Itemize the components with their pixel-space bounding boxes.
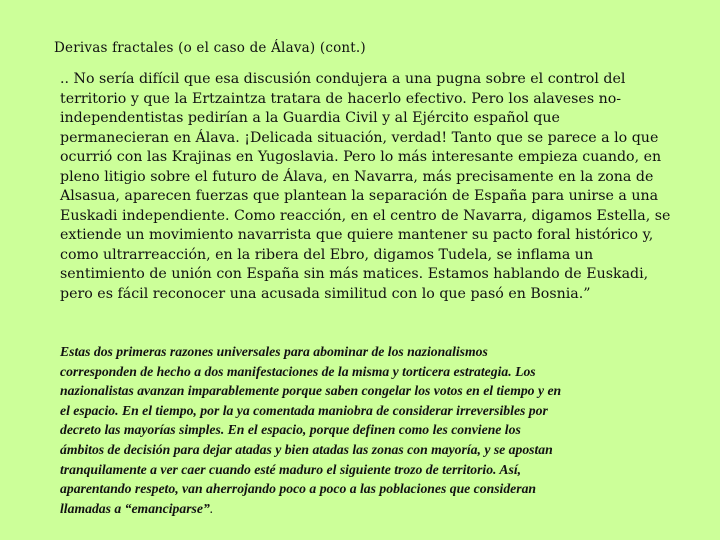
page-title: Derivas fractales (o el caso de Álava) (cont.) xyxy=(54,40,366,56)
quote-line: territorio y que la Ertzaintza tratara de hacerlo efectivo. Pero los alaveses no- xyxy=(60,90,622,107)
quote-block xyxy=(60,70,671,304)
quote-line: pero es fácil reconocer una acusada similitud con lo que pasó en Bosnia.” xyxy=(60,285,591,302)
commentary-line: Estas dos primeras razones universales para abominar de los nazionalismos xyxy=(60,344,488,359)
commentary-paragraph xyxy=(60,342,660,518)
commentary-line: ámbitos de decisión para dejar atadas y bien atadas las zonas con mayoría, y se apostan xyxy=(60,441,553,457)
quote-line: extiende un movimiento navarrista que quiere mantener su pacto foral histórico y, xyxy=(60,227,654,243)
quote-line: .. No sería difícil que esa discusión condujera a una pugna sobre el control del xyxy=(60,71,626,87)
quote-line: Euskadi independiente. Como reacción, en el centro de Navarra, digamos Estella, se xyxy=(60,207,671,224)
commentary-line: aparentando respeto, van aherrojando poco a poco a las poblaciones que consideran xyxy=(60,481,537,497)
commentary-line: decreto las mayorías simples. En el espacio, porque definen como les conviene los xyxy=(60,422,521,438)
quote-line: independentistas pedirían a la Guardia Civil y al Ejército español que xyxy=(60,110,560,126)
commentary-line: llamadas a “emanciparse” xyxy=(60,500,210,516)
commentary-tail: . xyxy=(209,500,214,516)
commentary-line: nazionalistas avanzan imparablemente porque saben congelar los votos en el tiempo y en xyxy=(60,383,562,399)
quote-line: como ultrarreacción, en la ribera del Ebro, digamos Tudela, se inflama un xyxy=(60,246,594,263)
commentary-line: corresponden de hecho a dos manifestaciones de la misma y torticera estrategia. Los xyxy=(60,363,536,379)
commentary-line: tranquilamente a ver caer cuando esté maduro el siguiente trozo de territorio. Así, xyxy=(60,461,522,477)
quote-line: pleno litigio sobre el futuro de Álava, en Navarra, más precisamente en la zona de xyxy=(60,168,654,185)
quote-line: permanecieran en Álava. ¡Delicada situación, verdad! Tanto que se parece a lo que xyxy=(60,129,659,146)
quote-line: ocurrió con las Krajinas en Yugoslavia. Pero lo más interesante empieza cuando, en xyxy=(60,149,662,165)
commentary-last-line xyxy=(60,499,660,519)
quote-line: Alsasua, aparecen fuerzas que plantean la separación de España para unirse a una xyxy=(60,188,659,204)
quote-line: sentimiento de unión con España sin más matices. Estamos hablando de Euskadi, xyxy=(60,266,649,282)
commentary-line: el espacio. En el tiempo, por la ya comentada maniobra de considerar irreversibles por xyxy=(60,402,548,418)
